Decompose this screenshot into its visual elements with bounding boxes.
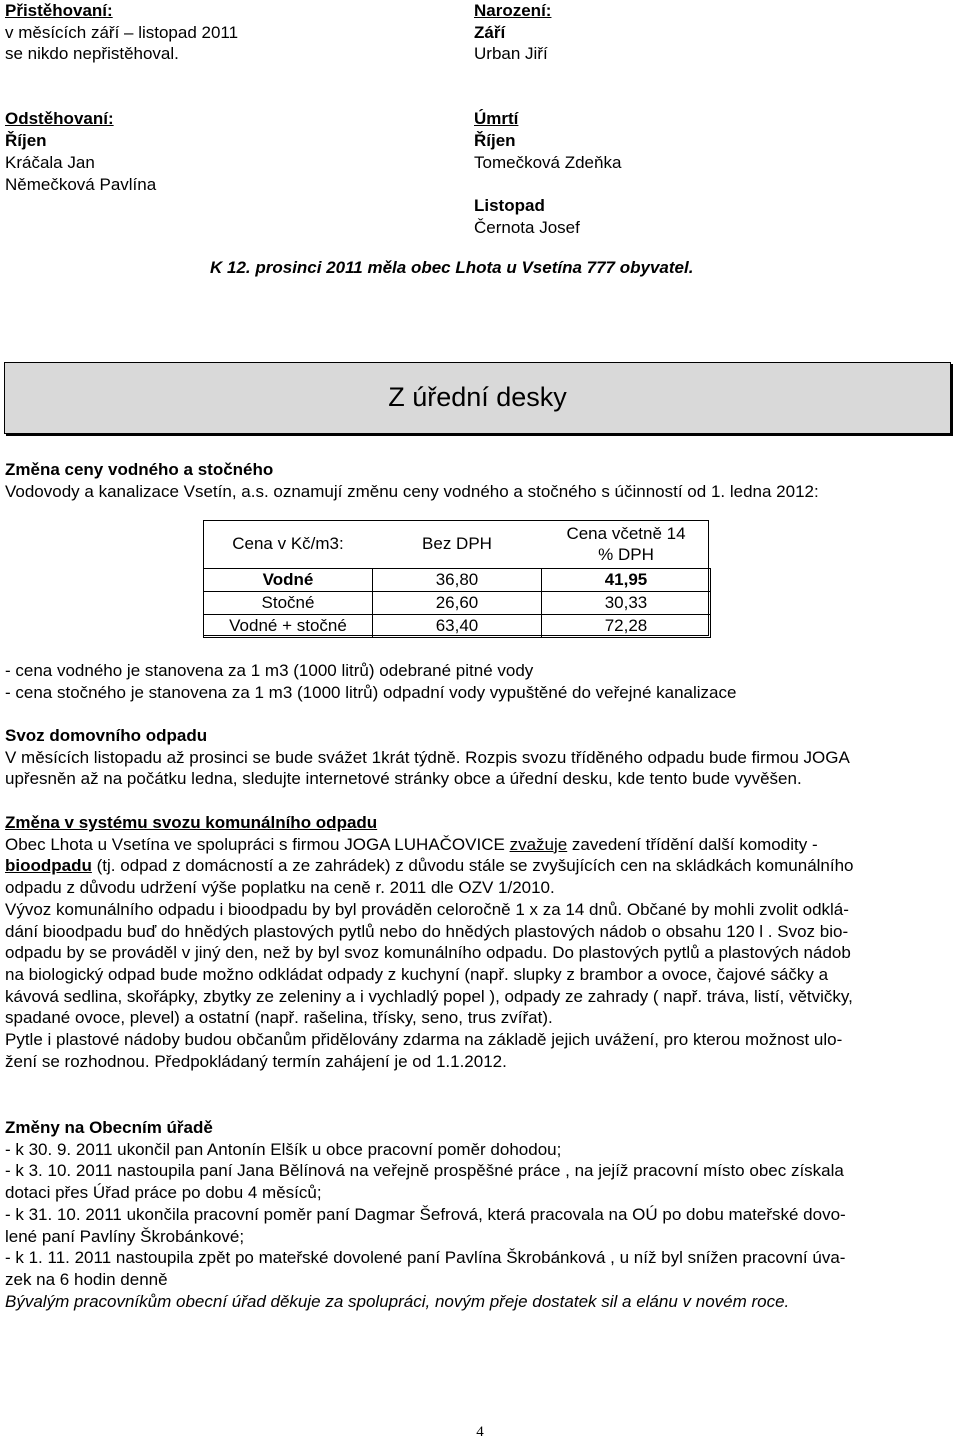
table-header-cell: Bez DPH — [422, 534, 492, 553]
deaths-month: Listopad — [474, 196, 545, 216]
paragraph-line — [5, 855, 960, 877]
price-change-intro: Vodovody a kanalizace Vsetín, a.s. oznamují změnu ceny vodného a stočného s účinností od 1. ledna 2012: — [5, 481, 819, 501]
table-header-line: % DPH — [598, 545, 654, 564]
price-change-section — [5, 459, 819, 502]
paragraph-line: Pytle i plastové nádoby budou občanům přidělovány zdarma na základě jejich uvážení, pro kterou možnost ulo- — [5, 1030, 843, 1050]
moved-out-heading: Odstěhovaní: — [5, 109, 114, 129]
moved-out-month: Říjen — [5, 131, 47, 151]
table-cell: 30,33 — [542, 592, 711, 615]
table-cell: Vodné + stočné — [204, 615, 373, 638]
price-note: - cena stočného je stanovena za 1 m3 (1000 litrů) odpadní vody vypuštěné do veřejné kanalizace — [5, 682, 737, 702]
banner-title: Z úřední desky — [388, 382, 567, 413]
office-change-line: - k 3. 10. 2011 nastoupila paní Jana Bělínová na veřejně prospěšné práce , na jejíž pracovní místo obec získala — [5, 1161, 844, 1181]
births-heading: Narození: — [474, 1, 552, 20]
paragraph-line — [5, 834, 960, 856]
table-row — [204, 569, 711, 592]
text-run-underlined: zvažuje — [509, 834, 568, 854]
table-cell: Vodné — [204, 569, 373, 592]
table-cell: 72,28 — [542, 615, 711, 638]
moved-in-heading: Přistěhovaní: — [5, 1, 113, 20]
waste-heading: Svoz domovního odpadu — [5, 726, 208, 745]
text-run: Obec Lhota u Vsetína ve spolupráci s firmou JOGA LUHAČOVICE — [5, 834, 510, 854]
paragraph-line: dání bioodpadu buď do hnědých plastových pytlů nebo do hnědých plastových nádob o obsahu 120 l . Svoz bio- — [5, 921, 849, 941]
spacer — [5, 87, 238, 109]
population-note: K 12. prosinci 2011 měla obec Lhota u Vsetína 777 obyvatel. — [210, 258, 694, 277]
paragraph-line: Vývoz komunálního odpadu i bioodpadu by byl prováděn celoročně 1 x za 14 dnů. Občané by mohli zvolit odklá- — [5, 899, 849, 919]
left-column — [5, 0, 238, 195]
office-changes-section — [5, 1117, 960, 1312]
spacer — [474, 87, 621, 109]
price-note: - cena vodného je stanovena za 1 m3 (1000 litrů) odebrané pitné vody — [5, 661, 534, 680]
table-cell: 26,60 — [373, 592, 542, 615]
births-month: Září — [474, 22, 506, 42]
spacer — [5, 65, 238, 87]
deaths-name: Tomečková Zdeňka — [474, 152, 622, 172]
text-run-bold: bioodpadu — [5, 856, 92, 876]
text-run: (tj. odpad z domácností a ze zahrádek) z důvodu stále se zvyšujících cen na skládkách komunálního — [91, 856, 854, 876]
deaths-name: Černota Josef — [474, 217, 580, 237]
paragraph-line: odpadu z důvodu udržení výše poplatku na ceně r. 2011 dle OZV 1/2010. — [5, 878, 555, 898]
moved-out-name: Němečková Pavlína — [5, 174, 157, 194]
office-change-line: - k 1. 11. 2011 nastoupila zpět po mateřské dovolené paní Pavlína Škrobánková , u níž byl snížen pracovní úva- — [5, 1248, 846, 1268]
page-number: 4 — [476, 1424, 484, 1440]
waste-line: upřesněn až na počátku ledna, sledujte internetové stránky obce a úřední desku, kde tento bude vyvěšen. — [5, 769, 802, 789]
office-change-line: lené paní Pavlíny Škrobánkové; — [5, 1226, 245, 1246]
office-change-line: - k 31. 10. 2011 ukončila pracovní poměr paní Dagmar Šefrová, která pracovala na OÚ po dobu mateřské dovo- — [5, 1204, 846, 1224]
section-banner — [4, 362, 951, 434]
table-row — [204, 615, 711, 638]
office-change-line: dotaci přes Úřad práce po dobu 4 měsíců; — [5, 1183, 322, 1203]
right-column — [474, 0, 621, 239]
office-changes-heading: Změny na Obecním úřadě — [5, 1118, 213, 1137]
moved-in-line: se nikdo nepřistěhoval. — [5, 44, 179, 64]
waste-line: V měsících listopadu až prosinci se bude svážet 1krát týdně. Rozpis svozu tříděného odpadu bude firmou JOGA — [5, 747, 850, 767]
office-change-line: - k 30. 9. 2011 ukončil pan Antonín Elšík u obce pracovní poměr dohodou; — [5, 1139, 562, 1159]
system-change-section — [5, 812, 960, 1072]
table-header-row — [204, 520, 711, 569]
table-cell: 41,95 — [542, 569, 711, 592]
system-change-heading: Změna v systému svozu komunálního odpadu — [5, 813, 378, 832]
office-change-line: zek na 6 hodin denně — [5, 1269, 168, 1289]
table-cell: 36,80 — [373, 569, 542, 592]
table-header-cell: Cena v Kč/m3: — [232, 534, 344, 553]
moved-out-name: Kráčala Jan — [5, 152, 95, 172]
price-notes — [5, 660, 736, 703]
deaths-heading: Úmrtí — [474, 109, 519, 129]
office-thanks: Bývalým pracovníkům obecní úřad děkuje za spolupráci, novým přeje dostatek sil a elánu v novém roce. — [5, 1291, 790, 1311]
table-header-cell — [542, 520, 711, 569]
deaths-month: Říjen — [474, 131, 516, 151]
paragraph-line: kávová sedlina, skořápky, zbytky ze zeleniny a i vychladlý popel ), odpady ze zahrady ( např. tráva, listí, větvičky, — [5, 986, 853, 1006]
paragraph-line: na biologický odpad bude možno odkládat odpady z kuchyní (např. slupky z brambor a ovoce, čajové sáčky a — [5, 964, 829, 984]
price-table — [203, 520, 711, 638]
table-row — [204, 592, 711, 615]
births-name: Urban Jiří — [474, 44, 548, 64]
paragraph-line: žení se rozhodnou. Předpokládaný termín zahájení je od 1.1.2012. — [5, 1051, 507, 1071]
paragraph-line: spadané ovoce, plevel) a ostatní (např. rašelina, třísky, seno, trus zvířat). — [5, 1008, 553, 1028]
paragraph-line: odpadu by se prováděl v jiný den, než by byl svoz komunálního odpadu. Do plastových pytlů a plastových nádob — [5, 943, 851, 963]
table-header-line: Cena včetně 14 — [566, 524, 686, 543]
waste-collection-section — [5, 725, 850, 790]
table-cell: 63,40 — [373, 615, 542, 638]
spacer — [474, 65, 621, 87]
table-cell: Stočné — [204, 592, 373, 615]
spacer — [474, 174, 621, 196]
moved-in-line: v měsících září – listopad 2011 — [5, 22, 239, 42]
text-run: zavedení třídění další komodity - — [567, 834, 818, 854]
price-change-heading: Změna ceny vodného a stočného — [5, 460, 274, 479]
